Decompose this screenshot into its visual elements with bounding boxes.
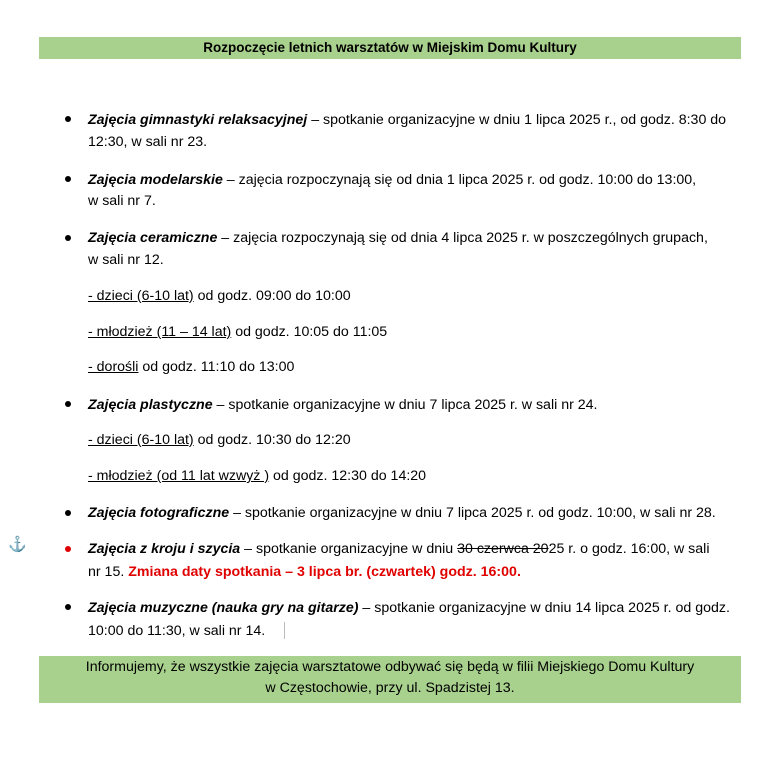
group-label: - młodzież (11 – 14 lat)	[88, 324, 232, 340]
bullet-icon	[65, 176, 71, 182]
bullet-icon	[65, 401, 71, 407]
item-text: w sali nr 7.	[88, 193, 156, 209]
group-line	[88, 286, 351, 306]
list-item-line	[88, 395, 597, 415]
group-label: - młodzież (od 11 lat wzwyż )	[88, 468, 270, 484]
list-item-line	[88, 228, 708, 248]
footer-notice	[39, 656, 741, 703]
group-line	[88, 322, 387, 342]
bullet-icon	[65, 510, 71, 516]
item-text: 10:00 do 11:30, w sali nr 14.	[88, 623, 266, 639]
group-line	[88, 466, 426, 486]
item-text: w sali nr 12.	[88, 252, 164, 268]
group-time: od godz. 09:00 do 10:00	[193, 288, 351, 304]
bullet-icon	[65, 546, 71, 552]
item-text: – spotkanie organizacyjne w dniu 7 lipca 2025 r. od godz. 10:00, w sali nr 28.	[229, 505, 716, 521]
item-text: – spotkanie organizacyjne w dniu	[240, 541, 458, 557]
item-text: 25 r. o godz. 16:00, w sali	[548, 541, 710, 557]
item-title: Zajęcia muzyczne (nauka gry na gitarze)	[88, 600, 359, 616]
bullet-icon	[65, 235, 71, 241]
anchor-icon[interactable]: ⚓	[8, 536, 27, 553]
list-item-line	[88, 170, 696, 190]
item-text: – spotkanie organizacyjne w dniu 7 lipca 2025 r. w sali nr 24.	[212, 397, 598, 413]
group-time: od godz. 10:05 do 11:05	[231, 324, 388, 340]
list-item-line	[88, 562, 521, 582]
item-text: nr 15.	[88, 564, 129, 580]
text-cursor	[284, 622, 285, 639]
item-text: – zajęcia rozpoczynają się od dnia 1 lipca 2025 r. od godz. 10:00 do 13:00,	[222, 172, 697, 188]
group-time: od godz. 10:30 do 12:20	[193, 432, 351, 448]
list-item-line	[88, 598, 730, 618]
struck-date: 30 czerwca 20	[457, 541, 549, 557]
list-item-line	[88, 503, 716, 523]
group-line	[88, 430, 351, 450]
item-text: – zajęcia rozpoczynają się od dnia 4 lipca 2025 r. w poszczególnych grupach,	[217, 230, 708, 246]
group-time: od godz. 11:10 do 13:00	[138, 359, 295, 375]
item-text: – spotkanie organizacyjne w dniu 1 lipca 2025 r., od godz. 8:30 do	[307, 112, 727, 128]
page-title: Rozpoczęcie letnich warsztatów w Miejskim Domu Kultury	[39, 37, 741, 59]
item-text: 12:30, w sali nr 23.	[88, 134, 208, 150]
item-text: – spotkanie organizacyjne w dniu 14 lipca 2025 r. od godz.	[358, 600, 730, 616]
footer-line: Informujemy, że wszystkie zajęcia warsztatowe odbywać się będą w filii Miejskiego Domu Kultury	[85, 659, 695, 675]
list-item-line	[88, 539, 709, 559]
group-label: - dorośli	[88, 359, 139, 375]
list-item-line	[88, 110, 726, 130]
item-title: Zajęcia plastyczne	[88, 397, 213, 413]
group-label: - dzieci (6-10 lat)	[88, 432, 194, 448]
bullet-icon	[65, 604, 71, 610]
group-line	[88, 357, 294, 377]
group-time: od godz. 12:30 do 14:20	[269, 468, 427, 484]
group-label: - dzieci (6-10 lat)	[88, 288, 194, 304]
item-title: Zajęcia gimnastyki relaksacyjnej	[88, 112, 308, 128]
item-title: Zajęcia z kroju i szycia	[88, 541, 241, 557]
item-title: Zajęcia fotograficzne	[88, 505, 230, 521]
footer-line: w Częstochowie, przy ul. Spadzistej 13.	[265, 680, 515, 696]
bullet-icon	[65, 116, 71, 122]
change-notice: Zmiana daty spotkania – 3 lipca br. (czwartek) godz. 16:00.	[128, 564, 521, 580]
item-title: Zajęcia modelarskie	[88, 172, 223, 188]
item-title: Zajęcia ceramiczne	[88, 230, 218, 246]
